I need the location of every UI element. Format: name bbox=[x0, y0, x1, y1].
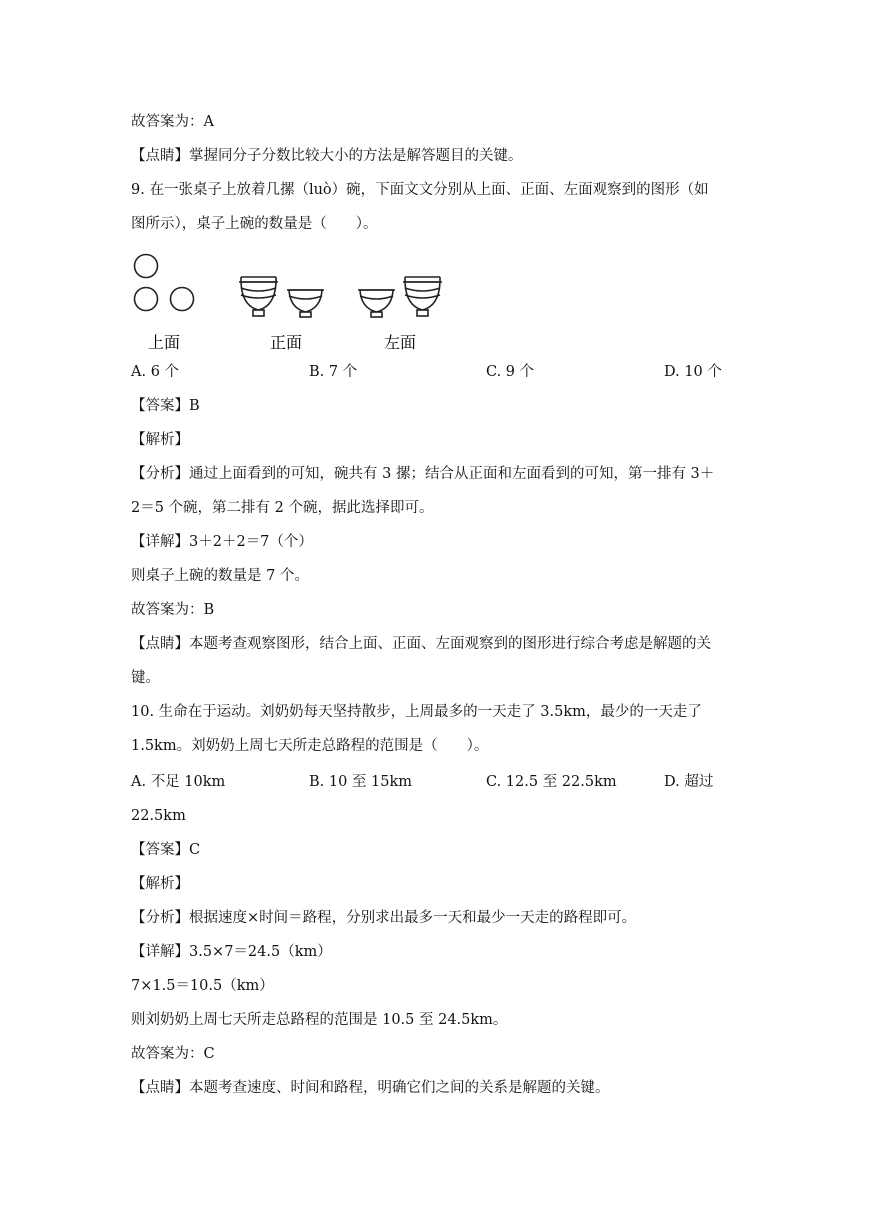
front-view-bowls bbox=[239, 277, 324, 317]
q9-option-a: A. 6 个 bbox=[131, 364, 180, 380]
bowl-views-figure bbox=[120, 246, 460, 358]
q10-detail: 【详解】3.5×7＝24.5（km） bbox=[131, 944, 332, 960]
q9-dianjing-line-2: 键。 bbox=[131, 670, 160, 686]
q10-conclusion: 则刘奶奶上周七天所走总路程的范围是 10.5 至 24.5km。 bbox=[131, 1012, 508, 1028]
q9-analysis-heading: 【解析】 bbox=[131, 432, 189, 448]
answer-line-prev: 故答案为：A bbox=[131, 114, 214, 130]
dianjing-prev: 【点睛】掌握同分子分数比较大小的方法是解答题目的关键。 bbox=[131, 148, 523, 164]
q10-option-d-continued: 22.5km bbox=[131, 808, 186, 824]
q10-option-b: B. 10 至 15km bbox=[309, 774, 413, 790]
label-top-view: 上面 bbox=[147, 333, 181, 352]
q9-detail-line-2: 则桌子上碗的数量是 7 个。 bbox=[131, 568, 309, 584]
q10-fenxi: 【分析】根据速度×时间＝路程，分别求出最多一天和最少一天走的路程即可。 bbox=[131, 910, 637, 926]
q9-answer: 【答案】B bbox=[131, 398, 200, 414]
left-view-bowls bbox=[358, 277, 442, 317]
q10-analysis-heading: 【解析】 bbox=[131, 876, 189, 892]
q9-option-d: D. 10 个 bbox=[664, 364, 722, 380]
q9-fenxi-line-1: 【分析】通过上面看到的可知，碗共有 3 摞；结合从正面和左面看到的可知，第一排有 3＋ bbox=[131, 466, 715, 482]
question-10-line-1: 10. 生命在于运动。刘奶奶每天坚持散步，上周最多的一天走了 3.5km，最少的一天走了 bbox=[131, 704, 702, 720]
question-9-line-2: 图所示），桌子上碗的数量是（ ）。 bbox=[131, 216, 378, 232]
q9-detail: 【详解】3＋2＋2＝7（个） bbox=[131, 534, 313, 550]
q10-option-d: D. 超过 bbox=[664, 774, 714, 790]
question-9-line-1: 9. 在一张桌子上放着几摞（luò）碗，下面文文分别从上面、正面、左面观察到的图形（如 bbox=[131, 182, 709, 198]
q10-option-c: C. 12.5 至 22.5km bbox=[486, 774, 617, 790]
q10-final-answer: 故答案为：C bbox=[131, 1046, 215, 1062]
q9-option-b: B. 7 个 bbox=[309, 364, 358, 380]
q10-option-a: A. 不足 10km bbox=[131, 774, 226, 790]
q9-final-answer: 故答案为：B bbox=[131, 602, 215, 618]
q10-answer: 【答案】C bbox=[131, 842, 201, 858]
question-10-line-2: 1.5km。刘奶奶上周七天所走总路程的范围是（ ）。 bbox=[131, 738, 489, 754]
q9-dianjing-line-1: 【点睛】本题考查观察图形，结合上面、正面、左面观察到的图形进行综合考虑是解题的关 bbox=[131, 636, 711, 652]
label-front-view: 正面 bbox=[269, 333, 303, 352]
q10-dianjing: 【点睛】本题考查速度、时间和路程，明确它们之间的关系是解题的关键。 bbox=[131, 1080, 610, 1096]
q10-calc-line-2: 7×1.5＝10.5（km） bbox=[131, 978, 274, 994]
q9-option-c: C. 9 个 bbox=[486, 364, 535, 380]
label-left-view: 左面 bbox=[383, 333, 417, 352]
top-view-circles bbox=[135, 255, 194, 311]
q9-fenxi-line-2: 2＝5 个碗，第二排有 2 个碗，据此选择即可。 bbox=[131, 500, 434, 516]
